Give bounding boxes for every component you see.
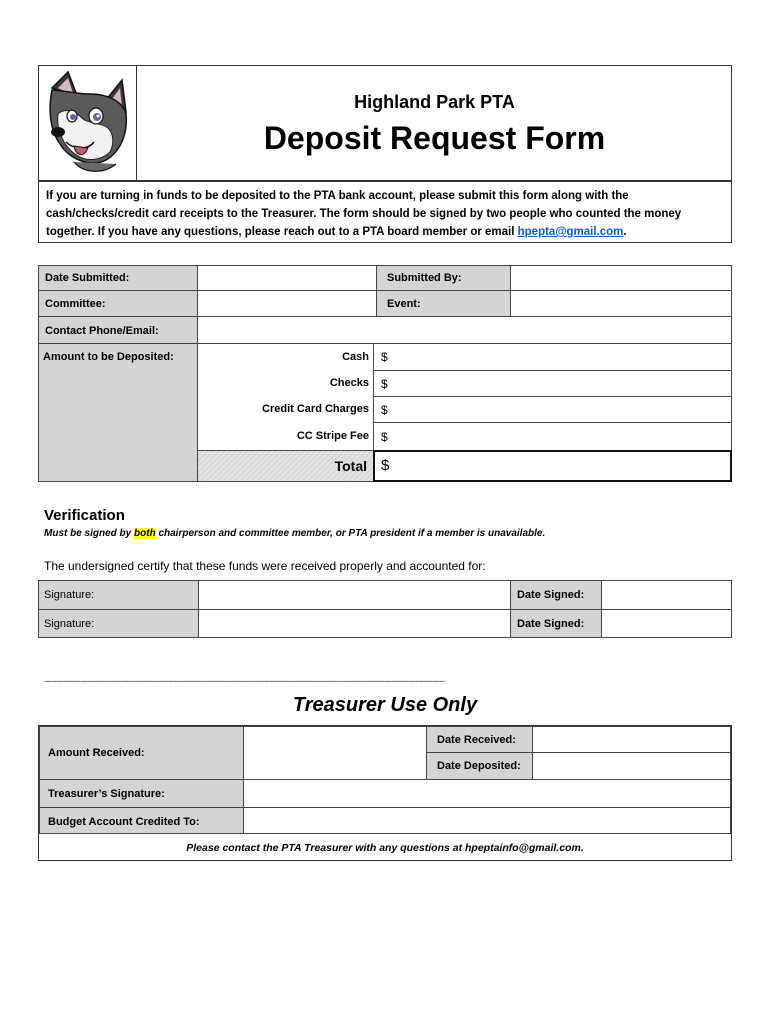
checks-field[interactable] xyxy=(373,370,732,397)
treasurer-signature-label: Treasurer’s Signature: xyxy=(48,788,165,800)
treasurer-signature-field[interactable] xyxy=(243,779,731,808)
submitted-by-label: Submitted By: xyxy=(387,272,462,284)
treasurer-contact-note: Please contact the PTA Treasurer with any questions at hpeptainfo@gmail.com. xyxy=(186,842,584,854)
date-deposited-label: Date Deposited: xyxy=(437,760,521,772)
treasurer-signature-label-cell xyxy=(39,779,244,808)
intro-end: . xyxy=(623,226,627,238)
verification-heading: Verification xyxy=(44,507,125,524)
date-submitted-label-cell xyxy=(38,265,198,291)
verification-note-end: chairperson and committee member, or PTA president if a member is unavailable. xyxy=(155,528,546,539)
submitted-by-label-cell xyxy=(376,265,511,291)
contact-field[interactable] xyxy=(197,316,732,344)
cash-field[interactable] xyxy=(373,343,732,371)
date-signed-1-label-cell xyxy=(510,580,602,610)
verification-note-highlight: both xyxy=(134,528,156,539)
intro-paragraph xyxy=(46,187,732,241)
committee-label: Committee: xyxy=(45,298,106,310)
signature-2-field[interactable] xyxy=(198,609,511,638)
treasurer-heading: Treasurer Use Only xyxy=(292,694,478,716)
date-submitted-field[interactable] xyxy=(197,265,377,291)
checks-currency: $ xyxy=(381,377,388,391)
amount-received-label-cell xyxy=(39,726,244,780)
date-signed-2-label-cell xyxy=(510,609,602,638)
total-label-cell xyxy=(197,450,374,482)
signature-1-label-cell xyxy=(38,580,199,610)
date-received-label-cell xyxy=(426,726,533,753)
date-received-field[interactable] xyxy=(532,726,731,753)
date-deposited-field[interactable] xyxy=(532,752,731,780)
event-label: Event: xyxy=(387,298,421,310)
amount-label: Amount to be Deposited: xyxy=(43,351,174,363)
date-signed-2-field[interactable] xyxy=(601,609,732,638)
amount-received-label: Amount Received: xyxy=(48,747,145,759)
committee-label-cell xyxy=(38,290,198,317)
amount-received-field[interactable] xyxy=(243,726,427,780)
submitted-by-field[interactable] xyxy=(510,265,732,291)
event-field[interactable] xyxy=(510,290,732,317)
date-submitted-label: Date Submitted: xyxy=(45,272,130,284)
certify-text: The undersigned certify that these funds were received properly and accounted for: xyxy=(44,559,486,573)
contact-label: Contact Phone/Email: xyxy=(45,325,159,337)
budget-account-label-cell xyxy=(39,807,244,834)
verification-note-start: Must be signed by xyxy=(44,528,135,539)
verification-note xyxy=(44,528,545,539)
signature-1-label: Signature: xyxy=(44,589,95,601)
signature-2-label: Signature: xyxy=(44,618,95,630)
stripe-fee-currency: $ xyxy=(381,430,388,444)
date-signed-2-label: Date Signed: xyxy=(517,618,585,630)
event-label-cell xyxy=(376,290,511,317)
date-received-label: Date Received: xyxy=(437,734,516,746)
header-rule xyxy=(38,180,732,182)
page-title: Deposit Request Form xyxy=(263,120,606,156)
date-signed-1-label: Date Signed: xyxy=(517,589,585,601)
checks-label: Checks xyxy=(329,377,369,389)
contact-label-cell xyxy=(38,316,198,344)
total-field[interactable] xyxy=(373,450,732,482)
total-currency: $ xyxy=(381,457,390,474)
amount-label-cell xyxy=(38,343,198,482)
credit-card-currency: $ xyxy=(381,403,388,417)
cut-line: ----------------------------------------------------------------------------------------------------------------------------------------------------------------------- xyxy=(44,676,445,686)
budget-account-label: Budget Account Credited To: xyxy=(48,816,200,828)
date-deposited-label-cell xyxy=(426,752,533,780)
email-link[interactable]: hpepta@gmail.com xyxy=(517,226,624,238)
total-label: Total xyxy=(334,458,367,474)
org-name: Highland Park PTA xyxy=(354,92,515,112)
cash-currency: $ xyxy=(381,350,388,364)
credit-card-field[interactable] xyxy=(373,396,732,423)
stripe-fee-field[interactable] xyxy=(373,422,732,451)
intro-text: If you are turning in funds to be deposited to the PTA bank account, please submit this form along with the cash/checks/credit card receipts to the Treasurer. The form should be signed by two people who counted the money together. If you have any questions, please reach out to a PTA board member or email xyxy=(46,190,682,238)
cash-label: Cash xyxy=(342,351,369,363)
signature-2-label-cell xyxy=(38,609,199,638)
date-signed-1-field[interactable] xyxy=(601,580,732,610)
stripe-fee-label: CC Stripe Fee xyxy=(296,430,369,442)
budget-account-field[interactable] xyxy=(243,807,731,834)
signature-1-field[interactable] xyxy=(198,580,511,610)
husky-mascot-icon xyxy=(44,70,132,176)
committee-field[interactable] xyxy=(197,290,377,317)
credit-card-label: Credit Card Charges xyxy=(262,403,369,415)
